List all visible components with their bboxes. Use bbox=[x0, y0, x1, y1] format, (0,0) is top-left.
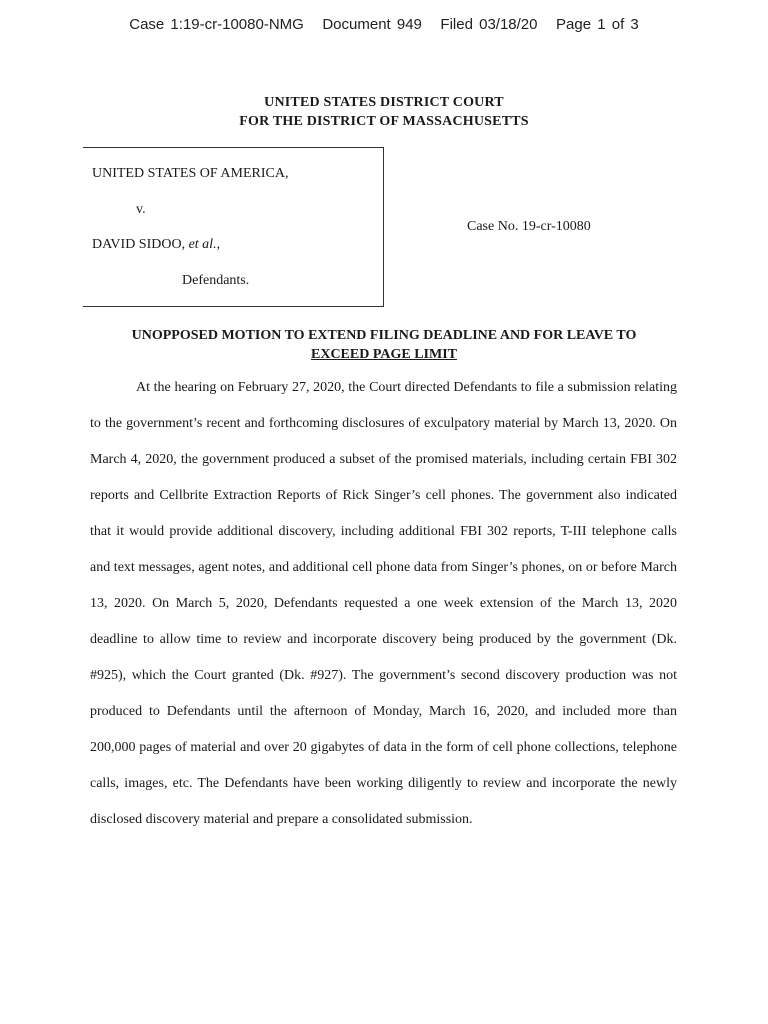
header-filed-date: Filed 03/18/20 bbox=[440, 16, 538, 33]
header-case-number: Case 1:19-cr-10080-NMG bbox=[129, 16, 304, 33]
caption-defendants-label: Defendants. bbox=[182, 273, 250, 288]
motion-title-line1: UNOPPOSED MOTION TO EXTEND FILING DEADLINE AND FOR LEAVE TO bbox=[131, 328, 637, 343]
motion-title bbox=[0, 326, 768, 364]
motion-title-line2: EXCEED PAGE LIMIT bbox=[311, 347, 457, 362]
caption-defendant bbox=[92, 237, 220, 253]
caption-defendant-name: DAVID SIDOO, bbox=[92, 237, 189, 252]
body-paragraph: At the hearing on February 27, 2020, the Court directed Defendants to file a submission relating to the government’s recent and forthcoming disclosures of exculpatory material by March 13, 2020. On March 4, 2020, the government produced a subset of the promised materials, including certain FBI 302 reports and Cellbrite Extraction Reports of Rick Singer’s cell phones. The government also indicated that it would provide additional discovery, including additional FBI 302 reports, T-III telephone calls and text messages, agent notes, and additional cell phone data from Singer’s phones, on or before March 13, 2020. On March 5, 2020, Defendants requested a one week extension of the March 13, 2020 deadline to allow time to review and incorporate discovery being produced by the government (Dk. #925), which the Court granted (Dk. #927). The government’s second discovery production was not produced to Defendants until the afternoon of Monday, March 16, 2020, and included more than 200,000 pages of material and over 20 gigabytes of data in the form of cell phone collections, telephone calls, images, etc. The Defendants have been working diligently to review and incorporate the newly disclosed discovery material and prepare a consolidated submission. bbox=[90, 380, 677, 827]
caption-defendant-comma: , bbox=[216, 237, 221, 252]
caption-versus: v. bbox=[136, 202, 146, 217]
court-district: FOR THE DISTRICT OF MASSACHUSETTS bbox=[239, 114, 529, 129]
caption-et-al: et al. bbox=[188, 237, 217, 252]
header-document-number: Document 949 bbox=[322, 16, 422, 33]
ecf-header bbox=[0, 16, 768, 33]
court-heading bbox=[0, 93, 768, 131]
header-page-number: Page 1 of 3 bbox=[556, 16, 639, 33]
case-number: Case No. 19-cr-10080 bbox=[467, 219, 591, 234]
caption-plaintiff: UNITED STATES OF AMERICA, bbox=[92, 166, 289, 181]
court-name: UNITED STATES DISTRICT COURT bbox=[264, 95, 504, 110]
